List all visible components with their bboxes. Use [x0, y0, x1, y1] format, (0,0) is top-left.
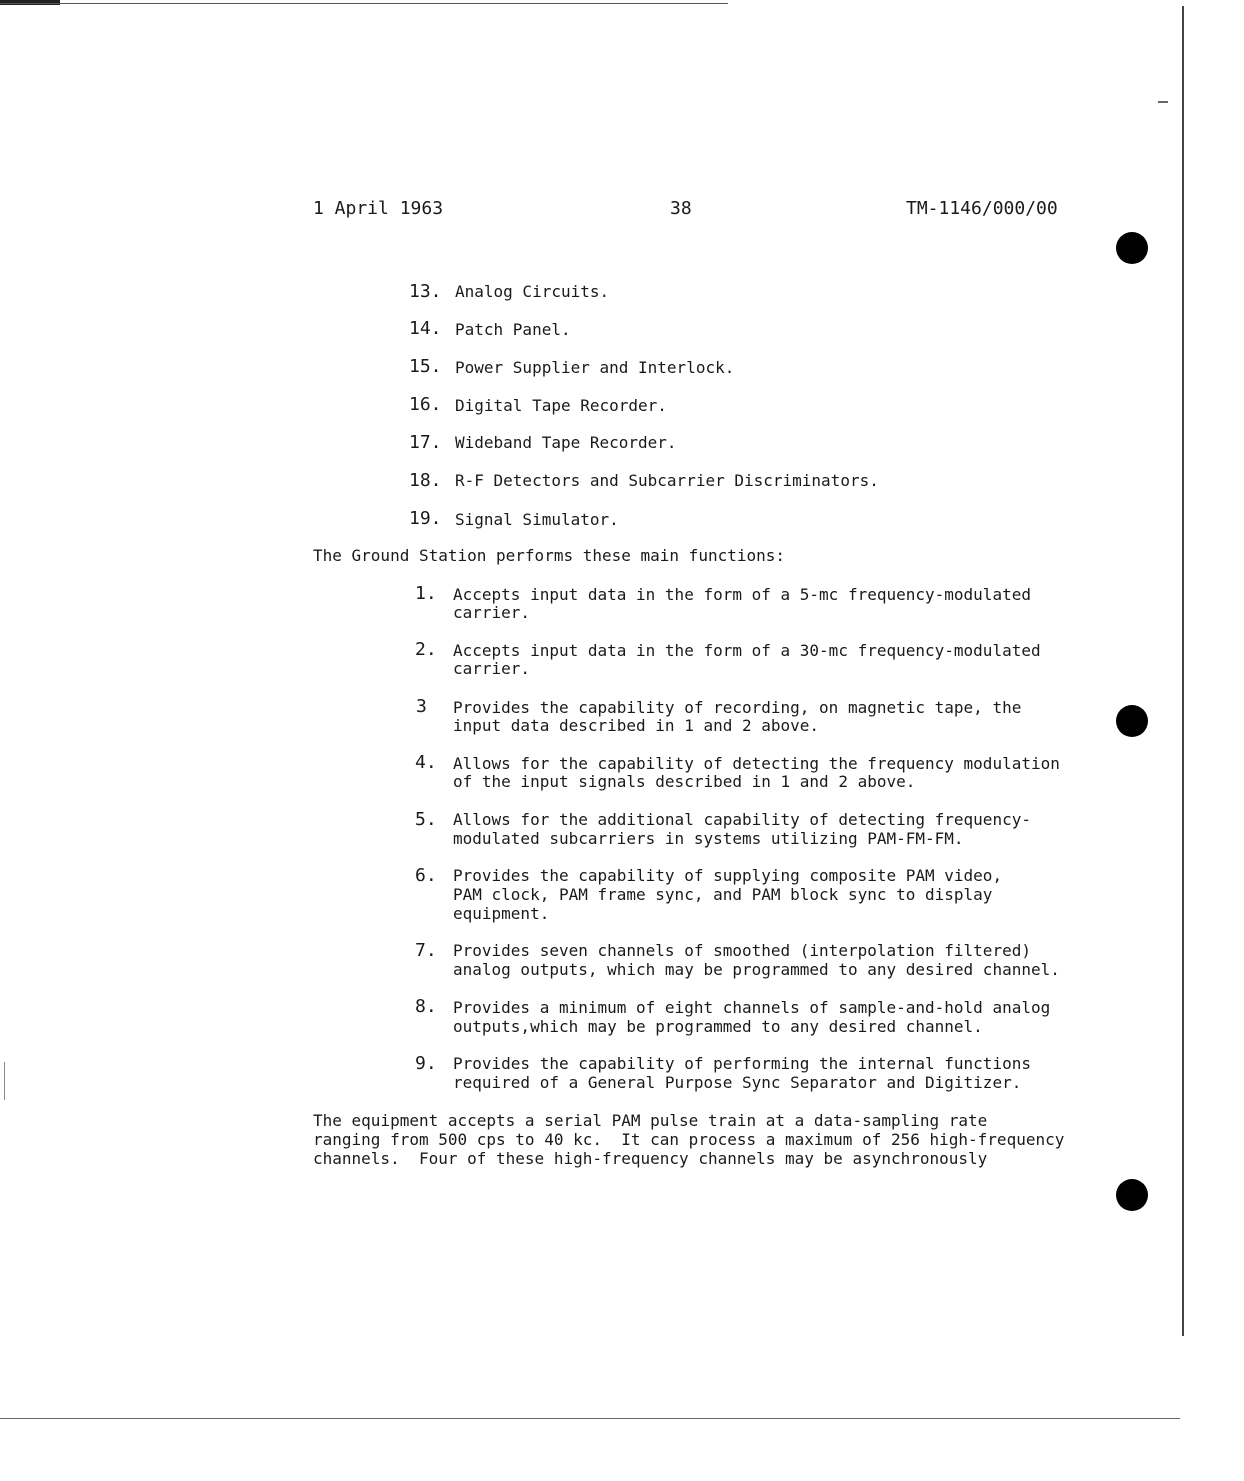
function-text-line: PAM clock, PAM frame sync, and PAM block sync to display [453, 885, 993, 904]
list-item-text: Power Supplier and Interlock. [455, 358, 735, 377]
function-text-line: Accepts input data in the form of a 5-mc frequency-modulated [453, 585, 1031, 604]
function-text-line: analog outputs, which may be programmed to any desired channel. [453, 960, 1060, 979]
list-item-text: Analog Circuits. [455, 282, 610, 301]
function-number: 8. [415, 996, 437, 1017]
function-text-line: Provides a minimum of eight channels of sample-and-hold analog [453, 998, 1051, 1017]
function-number: 3 [416, 696, 427, 717]
function-number: 2. [415, 639, 437, 660]
function-number: 9. [415, 1053, 437, 1074]
function-text-line: Allows for the additional capability of detecting frequency- [453, 810, 1031, 829]
function-text-line: Accepts input data in the form of a 30-mc frequency-modulated [453, 641, 1041, 660]
function-text-line: modulated subcarriers in systems utilizing PAM-FM-FM. [453, 829, 964, 848]
function-number: 1. [415, 583, 437, 604]
section-intro: The Ground Station performs these main functions: [313, 546, 786, 565]
function-text-line: Provides the capability of performing the internal functions [453, 1054, 1031, 1073]
scan-bottom-edge [0, 1418, 1180, 1419]
list-item-text: Patch Panel. [455, 320, 571, 339]
function-text-line: carrier. [453, 659, 531, 678]
function-text-line: of the input signals described in 1 and 2 above. [453, 772, 916, 791]
list-item-text: Digital Tape Recorder. [455, 396, 667, 415]
header-date: 1 April 1963 [313, 198, 444, 219]
list-item-text: R-F Detectors and Subcarrier Discriminators. [455, 471, 879, 490]
paragraph-line: channels. Four of these high-frequency channels may be asynchronously [313, 1149, 988, 1168]
function-text-line: outputs,which may be programmed to any desired channel. [453, 1017, 983, 1036]
function-number: 5. [415, 809, 437, 830]
function-text-line: Provides the capability of supplying composite PAM video, [453, 866, 1003, 885]
function-text-line: Allows for the capability of detecting the frequency modulation [453, 754, 1060, 773]
page-number: 38 [670, 198, 692, 219]
function-number: 4. [415, 752, 437, 773]
list-item-number: 14. [409, 318, 442, 339]
punch-hole [1116, 705, 1148, 737]
list-item-text: Signal Simulator. [455, 510, 619, 529]
function-text-line: input data described in 1 and 2 above. [453, 716, 820, 735]
list-item-number: 15. [409, 356, 442, 377]
function-text-line: equipment. [453, 904, 550, 923]
list-item-number: 18. [409, 470, 442, 491]
function-number: 7. [415, 940, 437, 961]
function-text-line: Provides seven channels of smoothed (interpolation filtered) [453, 941, 1031, 960]
function-text-line: carrier. [453, 603, 531, 622]
scan-right-edge [1182, 6, 1184, 1336]
list-item-number: 17. [409, 432, 442, 453]
list-item-number: 13. [409, 281, 442, 302]
paragraph-line: The equipment accepts a serial PAM pulse train at a data-sampling rate [313, 1111, 988, 1130]
scan-edge-mark [4, 1062, 5, 1100]
list-item-number: 16. [409, 394, 442, 415]
scan-edge-mark [1158, 101, 1168, 103]
punch-hole [1116, 232, 1148, 264]
list-item-text: Wideband Tape Recorder. [455, 433, 677, 452]
scan-top-edge [0, 3, 728, 4]
punch-hole [1116, 1179, 1148, 1211]
list-item-number: 19. [409, 508, 442, 529]
paragraph-line: ranging from 500 cps to 40 kc. It can process a maximum of 256 high-frequency [313, 1130, 1065, 1149]
function-text-line: required of a General Purpose Sync Separator and Digitizer. [453, 1073, 1022, 1092]
function-text-line: Provides the capability of recording, on magnetic tape, the [453, 698, 1022, 717]
function-number: 6. [415, 865, 437, 886]
document-id: TM-1146/000/00 [906, 198, 1058, 219]
